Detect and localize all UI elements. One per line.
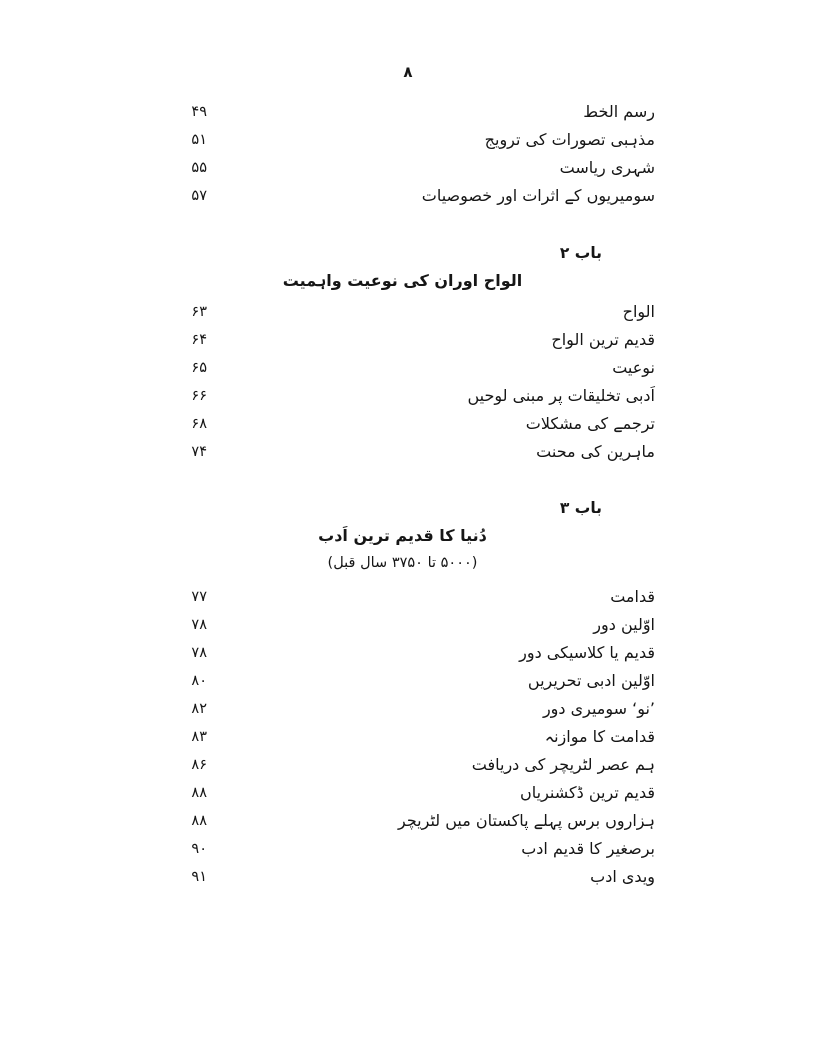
toc-entry-title: برصغیر کا قدیم ادب [521,839,655,858]
toc-entry-title: اَدبی تخلیقات پر مبنی لوحیں [467,386,655,405]
toc-row [0,326,816,354]
toc-entry-title: قدامت [610,587,655,606]
toc-entry-title: ترجمے کی مشکلات [525,414,655,433]
toc-entry-title: اوّلین دور [593,615,655,634]
toc-entry-page: ۷۸ [191,645,207,661]
toc-row [0,835,816,863]
toc-entry-title: قدیم یا کلاسیکی دور [519,643,655,662]
toc-row [0,723,816,751]
toc-row [0,863,816,891]
toc-row [0,807,816,835]
toc-entry-page: ۸۳ [191,729,207,745]
toc-entry-title: قدیم ترین ڈکشنریاں [520,783,655,802]
toc-entry-page: ۷۴ [191,444,207,460]
toc-entry-page: ۸۸ [191,813,207,829]
toc-entry-page: ۵۱ [191,132,207,148]
toc-entry-title: سومیریوں کے اثرات اور خصوصیات [421,186,655,205]
toc-row [0,611,816,639]
toc-entry-page: ۷۸ [191,617,207,633]
toc-row [0,410,816,438]
toc-entry-title: شہری ریاست [559,158,655,177]
toc-entry-page: ۴۹ [191,104,207,120]
toc-row [0,667,816,695]
chapter-2-subtitle: الواح اوران کی نوعیت واہمیت [282,271,523,290]
toc-entry-title: ماہرین کی محنت [536,442,655,461]
toc-entry-page: ۹۱ [191,869,207,885]
toc-entry-page: ۶۵ [191,360,207,376]
toc-row [0,98,816,126]
toc-section-1 [0,98,816,210]
toc-entry-title: الواح [622,302,655,321]
toc-entry-title: قدیم ترین الواح [551,330,655,349]
toc-row [0,182,816,210]
toc-entry-page: ۶۳ [191,304,207,320]
toc-row [0,154,816,182]
toc-row [0,751,816,779]
toc-entry-title: قدامت کا موازنہ [544,727,655,746]
toc-section-2 [0,242,816,466]
toc-row [0,382,816,410]
chapter-3-date-range: (۵۰۰۰ تا ۳۷۵۰ سال قبل) [327,555,478,571]
page-number: ۸ [403,63,413,81]
toc-entry-title: رسم الخط [583,102,655,121]
chapter-2-heading: باب ۲ [559,244,602,262]
toc-row [0,779,816,807]
toc-row [0,438,816,466]
toc-entry-page: ۶۸ [191,416,207,432]
toc-entry-page: ۷۷ [191,589,207,605]
toc-entry-title: نوعیت [612,358,655,377]
chapter-3-heading: باب ۳ [559,499,602,517]
toc-entry-page: ۸۲ [191,701,207,717]
toc-entry-title: اوّلین ادبی تحریریں [527,671,655,690]
toc-entry-title: ہزاروں برس پہلے پاکستان میں لٹریچر [398,811,655,830]
toc-row [0,583,816,611]
chapter-2-entries [0,298,816,466]
chapter-3-subtitle: دُنیا کا قدیم ترین اَدب [318,526,487,545]
toc-entry-title: ہم عصر لٹریچر کی دریافت [471,755,655,774]
toc-entry-title: ’نو‘ سومیری دور [542,699,655,718]
toc-entry-page: ۸۰ [191,673,207,689]
toc-row [0,298,816,326]
toc-entry-page: ۸۶ [191,757,207,773]
toc-entry-page: ۶۴ [191,332,207,348]
toc-entry-page: ۵۷ [191,188,207,204]
toc-row [0,695,816,723]
toc-entry-page: ۶۶ [191,388,207,404]
toc-row [0,126,816,154]
toc-entry-title: مذہبی تصورات کی ترویج [484,130,655,149]
chapter-3-entries [0,583,816,891]
toc-row [0,639,816,667]
toc-entry-page: ۸۸ [191,785,207,801]
toc-entry-title: ویدی ادب [590,867,655,886]
toc-entry-page: ۵۵ [191,160,207,176]
toc-row [0,354,816,382]
table-of-contents [0,98,816,891]
toc-section-3 [0,497,816,891]
toc-entry-page: ۹۰ [191,841,207,857]
